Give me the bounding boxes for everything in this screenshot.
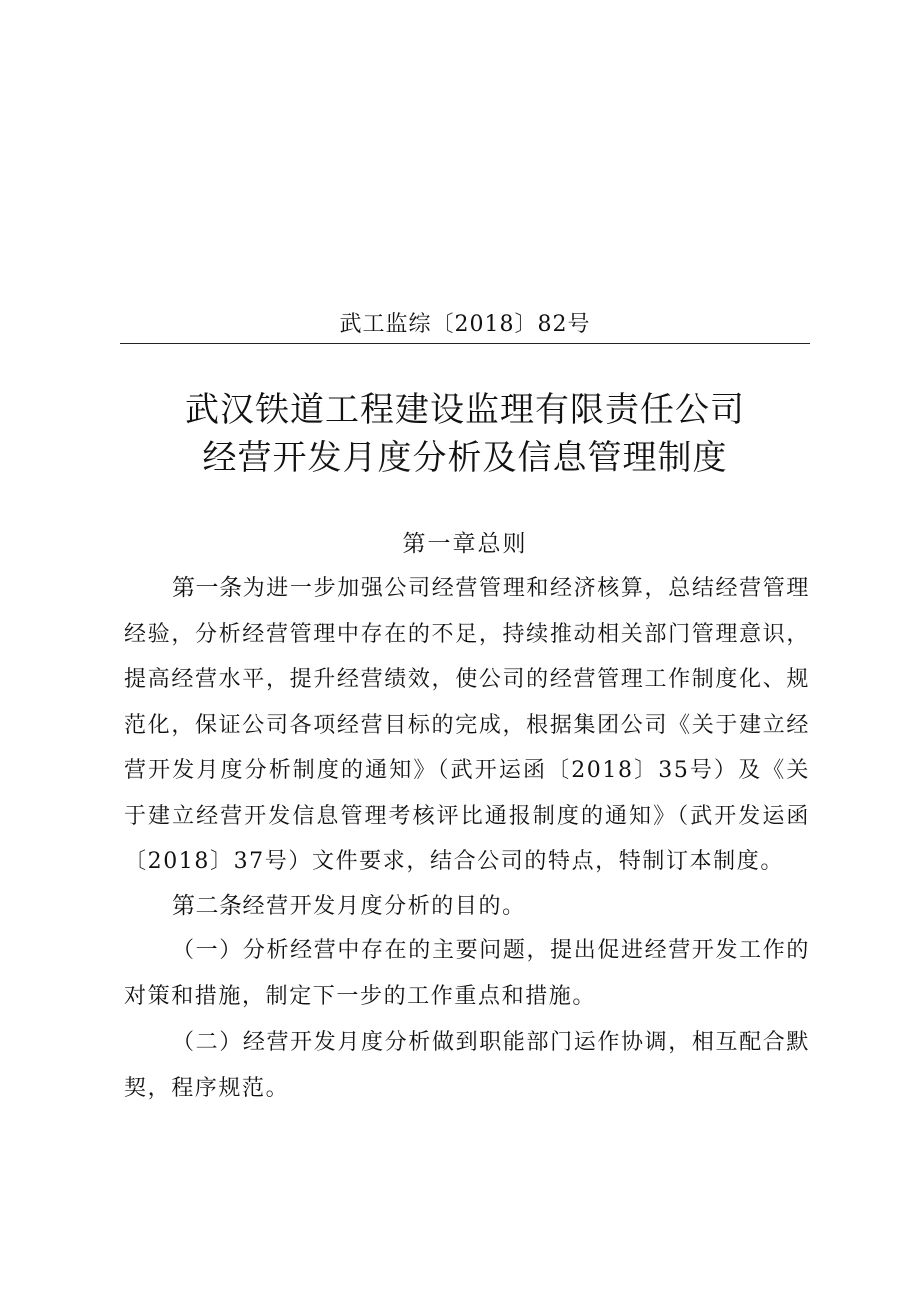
document-number: 武工监综〔2018〕82号: [339, 312, 591, 337]
article-2-lead: 第二条: [172, 893, 243, 919]
header-divider: [120, 343, 810, 344]
article-1-lead: 第一条: [172, 575, 243, 601]
chapter-heading: 第一章总则: [402, 531, 528, 557]
article-1-text: 为进一步加强公司经营管理和经济核算，总结经营管理经验，分析经营管理中存在的不足，持续推动相关部门管理意识，提高经营水平，提升经营绩效，使公司的经营管理工作制度化、规范化，保证公司各项经营目标的完成，根据集团公司《关于建立经营开发月度分析制度的通知》（武开运函〔2018〕35号）及《关于建立经营开发信息管理考核评比通报制度的通知》（武开发运函〔2018〕37号）文件要求，结合公司的特点，特制订本制度。: [124, 576, 811, 874]
document-title-line-2: 经营开发月度分析及信息管理制度: [202, 438, 728, 478]
article-1: [124, 566, 810, 885]
article-2-text: 经营开发月度分析的目的。: [242, 894, 526, 919]
document-title-line-1: 武汉铁道工程建设监理有限责任公司: [185, 390, 745, 430]
article-2: [124, 884, 810, 930]
item-1: （一）分析经营中存在的主要问题，提出促进经营开发工作的对策和措施，制定下一步的工作重点和措施。: [124, 938, 810, 1009]
item-2: （二）经营开发月度分析做到职能部门运作协调，相互配合默契，程序规范。: [124, 1030, 810, 1101]
